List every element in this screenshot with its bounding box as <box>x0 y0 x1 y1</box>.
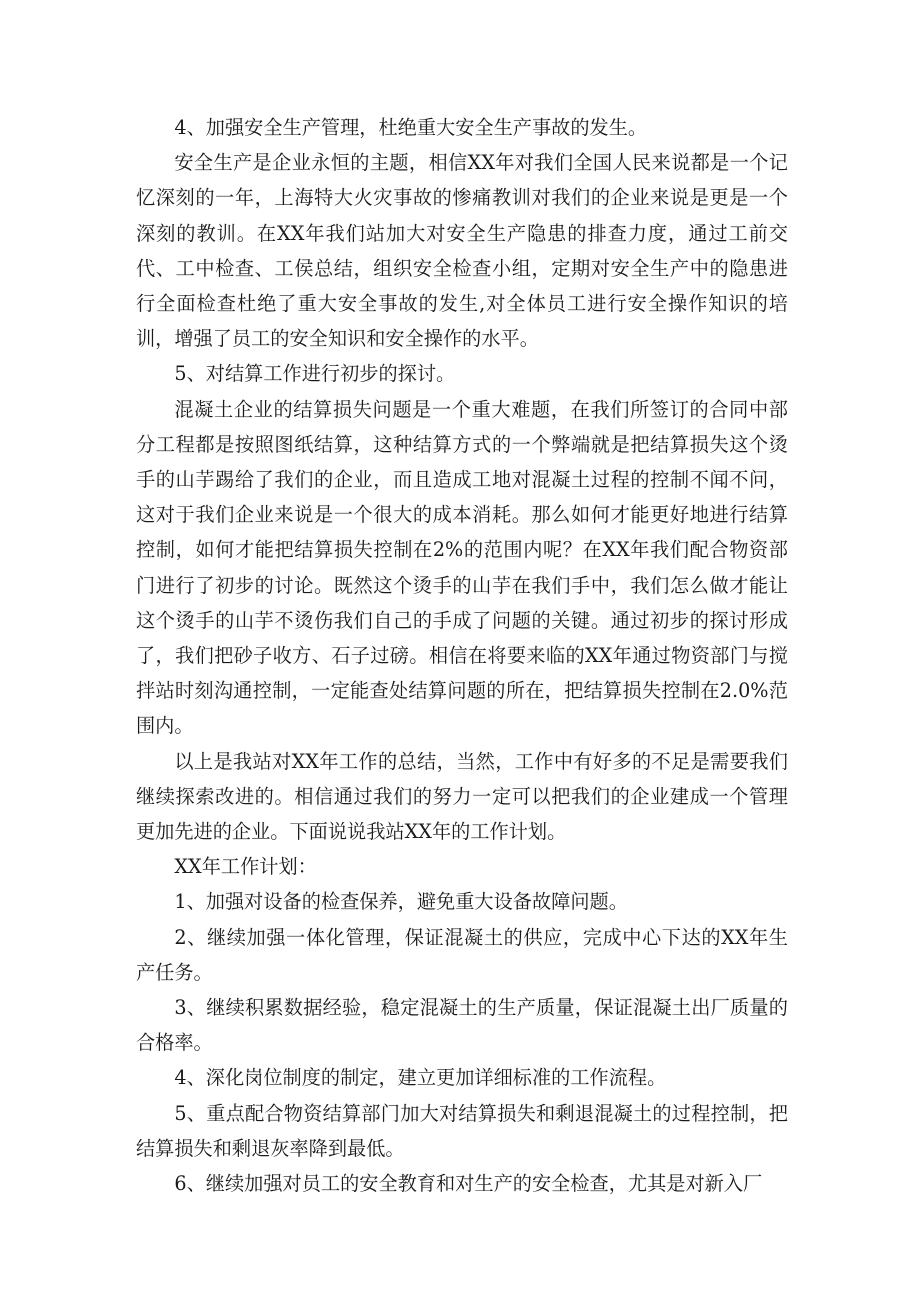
paragraph-settlement-body: 混凝土企业的结算损失问题是一个重大难题，在我们所签订的合同中部分工程都是按照图纸结算，这种结算方式的一个弊端就是把结算损失这个烫手的山芋踢给了我们的企业，而且造成工地对混凝土过程的控制不闻不问，这对于我们企业来说是一个很大的成本消耗。那么如何才能更好地进行结算控制，如何才能把结算损失控制在2%的范围内呢？在XX年我们配合物资部门进行了初步的讨论。既然这个烫手的山芋在我们手中，我们怎么做才能让这个烫手的山芋不烫伤我们自己的手成了问题的关键。通过初步的探讨形成了，我们把砂子收方、石子过磅。相信在将要来临的XX年通过物资部门与搅拌站时刻沟通控制，一定能查处结算问题的所在，把结算损失控制在2.0%范围内。 <box>136 397 788 738</box>
paragraph-plan-item-2: 2、继续加强一体化管理，保证混凝土的供应，完成中心下达的XX年生产任务。 <box>136 925 788 984</box>
paragraph-settlement-heading: 5、对结算工作进行初步的探讨。 <box>174 362 456 386</box>
paragraph-safety-heading: 4、加强安全生产管理，杜绝重大安全生产事故的发生。 <box>174 116 648 139</box>
paragraph-plan-item-1: 1、加强对设备的检查保养，避免重大设备故障问题。 <box>174 890 628 914</box>
paragraph-summary: 以上是我站对XX年工作的总结，当然，工作中有好多的不足是需要我们继续探索改进的。相信通过我们的努力一定可以把我们的企业建成一个管理更加先进的企业。下面说说我站XX年的工作计划。 <box>136 749 788 844</box>
paragraph-plan-title: XX年工作计划： <box>174 855 317 879</box>
document-body <box>136 110 788 1201</box>
paragraph-plan-item-4: 4、深化岗位制度的制定，建立更加详细标准的工作流程。 <box>174 1066 667 1090</box>
paragraph-plan-item-6: 6、继续加强对员工的安全教育和对生产的安全检查，尤其是对新入厂 <box>174 1172 763 1196</box>
paragraph-plan-item-5: 5、重点配合物资结算部门加大对结算损失和剩退混凝土的过程控制，把结算损失和剩退灰率降到最低。 <box>136 1101 788 1160</box>
paragraph-plan-item-3: 3、继续积累数据经验，稳定混凝土的生产质量，保证混凝土出厂质量的合格率。 <box>136 996 788 1055</box>
paragraph-safety-body: 安全生产是企业永恒的主题，相信XX年对我们全国人民来说都是一个记忆深刻的一年，上海特大火灾事故的惨痛教训对我们的企业来说是更是一个深刻的教训。在XX年我们站加大对安全生产隐患的排查力度，通过工前交代、工中检查、工侯总结，组织安全检查小组，定期对安全生产中的隐患进行全面检查杜绝了重大安全事故的发生,对全体员工进行安全操作知识的培训，增强了员工的安全知识和安全操作的水平。 <box>136 151 788 351</box>
